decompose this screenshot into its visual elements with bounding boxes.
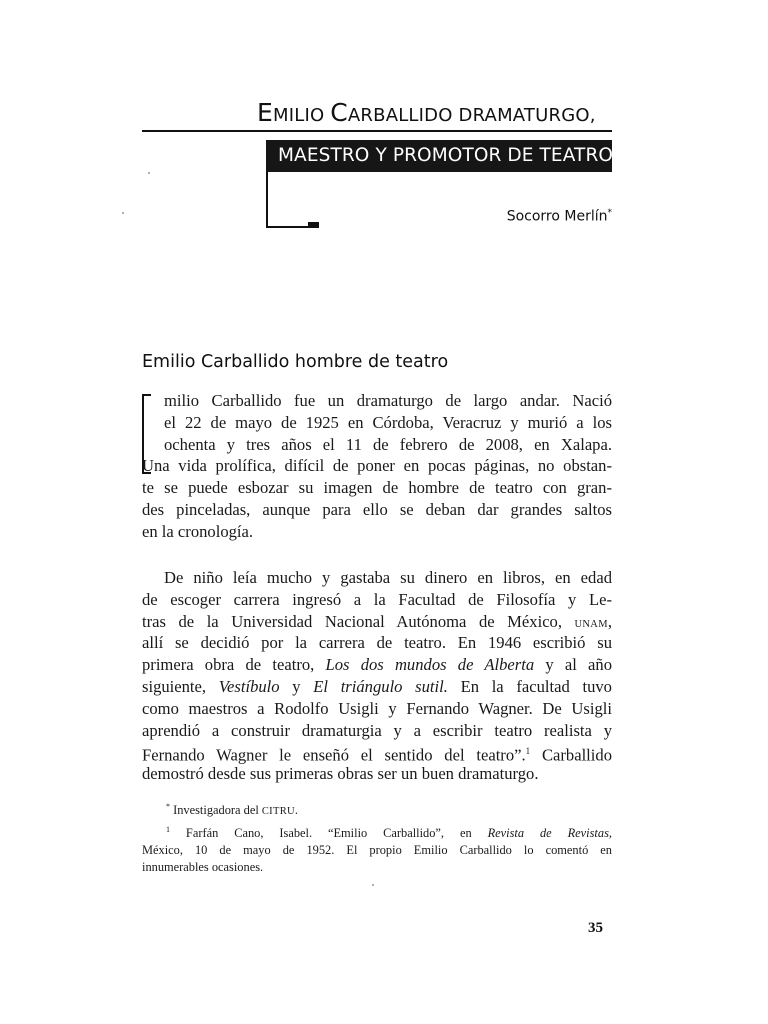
text-line: De niño leía mucho y gastaba su dinero en libros, en edad xyxy=(164,568,612,587)
scan-speck xyxy=(148,172,150,174)
text-line: de escoger carrera ingresó a la Facultad de Filosofía y Le- xyxy=(142,589,612,609)
footnote-2: $^1$ Farfán Cano, Isabel. “Emilio Carballido”, en Revista de Revistas, xyxy=(166,824,612,840)
footnote-2-line-3: innumerables ocasiones. xyxy=(142,860,264,875)
title-bracket-vertical xyxy=(266,172,268,228)
text-line: allí se decidió por la carrera de teatro. En 1946 escribió su xyxy=(142,633,612,653)
text-line: Una vida prolífica, difícil de poner en pocas páginas, no obstan- xyxy=(142,456,612,476)
work-title: El triángulo sutil. xyxy=(313,676,448,696)
scan-speck xyxy=(372,884,374,886)
text-line: milio Carballido fue un dramaturgo de largo andar. Nació xyxy=(164,391,612,410)
text-line: ochenta y tres años el 11 de febrero de 2008, en Xalapa. xyxy=(164,434,612,454)
footnotes xyxy=(142,798,612,877)
chapter-title-line-2: MAESTRO Y PROMOTOR DE TEATRO xyxy=(266,140,612,172)
acronym-unam: UNAM xyxy=(574,618,608,630)
scan-speck xyxy=(122,212,124,214)
text-line: demostró desde sus primeras obras ser un buen dramaturgo. xyxy=(142,764,539,784)
text-line: siguiente, Vestíbulo y El triángulo sutil. En la facultad tuvo xyxy=(142,676,612,696)
title-top-rule xyxy=(142,130,612,132)
text-line: en la cronología. xyxy=(142,521,254,541)
author-name: Socorro Merlín* xyxy=(506,208,612,225)
section-heading: Emilio Carballido hombre de teatro xyxy=(142,352,449,372)
footnote-1: * Investigadora del CITRU. xyxy=(166,802,298,818)
text-line: aprendió a construir dramaturgia y a escribir teatro realista y xyxy=(142,720,612,740)
chapter-title-line-1: EMILIO CARBALLIDO DRAMATURGO, xyxy=(257,98,596,127)
text-line: des pinceladas, aunque para ello se deban dar grandes saltos xyxy=(142,499,612,519)
text-line: el 22 de mayo de 1925 en Córdoba, Veracruz y murió a los xyxy=(164,412,612,432)
page-number: 35 xyxy=(588,920,603,936)
paragraph-1 xyxy=(142,390,612,543)
footnote-reference: 1 xyxy=(525,746,531,757)
footnote-2-line-2: México, 10 de mayo de 1952. El propio Emilio Carballido lo comentó en xyxy=(142,843,612,858)
text-line: como maestros a Rodolfo Usigli y Fernando Wagner. De Usigli xyxy=(142,698,612,718)
title-bracket-end-mark xyxy=(308,222,319,228)
text-line: primera obra de teatro, Los dos mundos de Alberta y al año xyxy=(142,655,612,675)
work-title: Los dos mundos de Alberta xyxy=(325,655,535,675)
paragraph-2 xyxy=(142,567,612,785)
text-line: te se puede esbozar su imagen de hombre de teatro con gran- xyxy=(142,478,612,498)
text-line: Fernando Wagner le enseñó el sentido del teatro”.$^1$ Carballido xyxy=(142,745,612,765)
text-line: tras de la Universidad Nacional Autónoma de México, UNAM, xyxy=(142,611,612,631)
title-bracket-horizontal xyxy=(266,226,308,228)
work-title: Vestíbulo xyxy=(218,676,280,696)
